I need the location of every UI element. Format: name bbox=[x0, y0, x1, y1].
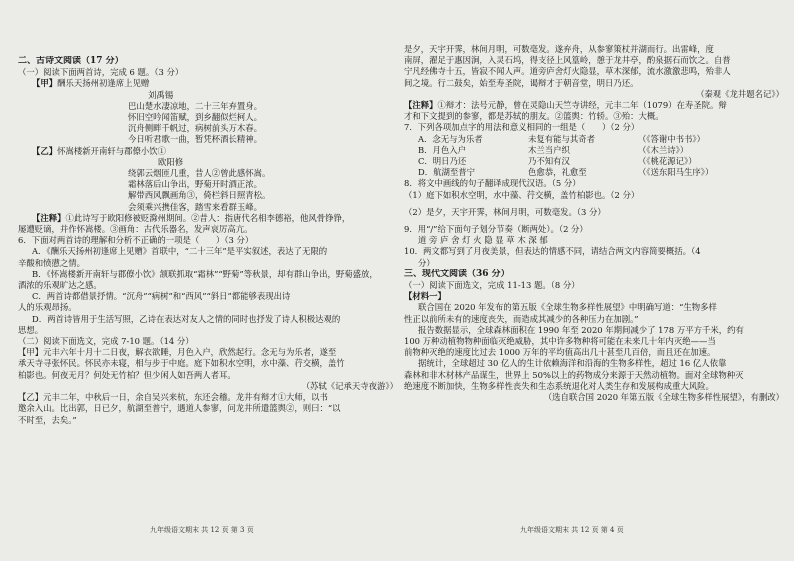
note-line: ①此诗写于欧阳修被贬滁州期间。②昔人：指唐代名相李德裕，他风骨铮铮， bbox=[65, 212, 351, 223]
note-label: 【注释】 bbox=[32, 212, 66, 223]
question-6: 6．下面对两首诗的理解和分析不正确的一项是（ ）（3 分） bbox=[18, 235, 254, 246]
q6-option: 辛酸和愤懑之情。 bbox=[18, 257, 85, 268]
q6-option: A．《酬乐天扬州初逢席上见赠》首联中，“二十三年”是平实叙述，表达了无限的 bbox=[32, 246, 328, 257]
poem-b-line: 解带西风飘画角③，倚栏斜日照青松。 bbox=[128, 190, 271, 201]
poem-a-title: 酬乐天扬州初逢席上见赠 bbox=[57, 78, 150, 89]
section-3-title: 三、现代文阅读（36 分） bbox=[404, 268, 510, 279]
poem-a-line: 今日听君歌一曲，暂凭杯酒长精神。 bbox=[128, 134, 262, 145]
text-b-cont-line: 间之境。行二鼓矣，始至寿圣院，谒辩才于朝音堂，明日乃还。 bbox=[404, 77, 639, 88]
material-line: 绝速度不断加快，生物多样性丧失和生态系统退化对人类生存和发展构成重大风险。 bbox=[404, 380, 714, 391]
q7-option: B．月色入户 木兰当户织 （《木兰诗》） bbox=[418, 144, 689, 155]
text-b-line: 邀余入山。比出郭，日已夕，航湖至普宁，遇道人参寥，问龙井所遣篮舆②，则曰：“以 bbox=[18, 403, 341, 414]
footer-right: 九年级语文期末 共 12 页 第 4 页 bbox=[520, 526, 624, 534]
q9-text: 道 旁 庐 舍 灯 火 隐 显 草 木 深 郁 bbox=[418, 235, 548, 246]
q6-option: 酒浓的乐观旷达之感。 bbox=[18, 280, 102, 291]
material-line: 森林和非木材林产品谋生，世界上 50%以上的药物成分来源于天然动植物。面对全球物种灭 bbox=[404, 369, 744, 380]
poem-a-head: 【甲】 bbox=[32, 78, 58, 89]
q7-option: C．明日乃还 乃不知有汉 （《桃花源记》） bbox=[418, 156, 697, 167]
poem-a-line: 沉舟侧畔千帆过，病树前头万木春。 bbox=[128, 123, 262, 134]
q6-option: 思想。 bbox=[18, 324, 44, 335]
q7-option: D．航湖至普宁 色愈恭，礼愈至 （《送东阳马生序》） bbox=[418, 167, 714, 178]
poem-a-line: 怀旧空吟闻笛赋，到乡翻似烂柯人。 bbox=[128, 112, 262, 123]
poem-b-head: 【乙】 bbox=[32, 145, 58, 156]
right-page bbox=[404, 0, 784, 561]
part1-intro: （一）阅读下面两首诗，完成 6 题。（3 分） bbox=[18, 67, 184, 78]
material-line: 据统计，全球超过 30 亿人的生计依赖海洋和沿海的生物多样性，超过 16 亿人依靠 bbox=[418, 358, 727, 369]
footer-left: 九年级语文期末 共 12 页 第 3 页 bbox=[150, 526, 254, 534]
text-b-line: 【乙】元丰二年，中秋后一日，余自吴兴来杭，东还会稽。龙井有辩才①大师，以书 bbox=[18, 392, 328, 403]
poem-b-author: 欧阳修 bbox=[158, 156, 184, 167]
poem-a-author: 刘禹锡 bbox=[148, 89, 174, 100]
q6-option: 人的乐观昂扬。 bbox=[18, 302, 77, 313]
q6-option: B．《怀嵩楼新开南轩与郡僚小饮》颔联抓取“霜林”“野菊”等秋景，却有群山争出，野菊盛放， bbox=[32, 268, 378, 279]
poem-b-line: 绕郭云烟匝几重，昔人②曾此感怀嵩。 bbox=[128, 168, 271, 179]
q6-option: C．两首诗都借景抒情。“沉舟”“病树”和“西风”“斜日”都能够表现出诗 bbox=[32, 291, 291, 302]
material-line: 性正以前所未有的速度丧失，而造成其减少的各种压力在加剧。” bbox=[404, 313, 639, 324]
note-line: 屡遭贬谪，并作怀嵩楼。③画角：古代乐器名，发声哀厉高亢。 bbox=[18, 224, 253, 235]
text-b-cont-line: 南屏，濯足于惠因涧，入灵石坞，得支径上风篁岭，憩于龙井亭，酌泉据石而饮之。自普 bbox=[404, 55, 731, 66]
material-line: 100 万种动植物物种面临灭绝威胁，其中许多物种将可能在未来几十年内灭绝——当 bbox=[404, 336, 716, 347]
question-10-cont: 分） bbox=[418, 257, 435, 268]
question-9: 9．用“/”给下面句子划分节奏（断两处）。（2 分） bbox=[404, 224, 588, 235]
material-line: 报告数据显示，全球森林面积在 1990 年至 2020 年期间减少了 178 万平方千米，约有 bbox=[418, 324, 744, 335]
material-1-source: （选自联合国 2020 年第五版《全球生物多样性展望》，有删改） bbox=[543, 392, 784, 403]
left-page bbox=[18, 0, 398, 561]
text-b-line: 不时至，去矣。” bbox=[18, 414, 77, 425]
note-label-right: 【注释】 bbox=[404, 100, 438, 111]
text-a-line: 【甲】元丰六年十月十二日夜，解衣欲睡，月色入户，欣然起行。念无与为乐者，遂至 bbox=[18, 347, 337, 358]
note-line-right: ①辩才：法号元静，曾在灵隐山天竺寺讲经，元丰二年（1079）在寿圣院。辩 bbox=[437, 100, 727, 111]
text-b-cont-line: 宁凡经佛寺十五，皆寂不闻人声。道旁庐舍灯火隐显，草木深郁，流水激激悲鸣，殆非人 bbox=[404, 66, 731, 77]
poem-b-title: 怀嵩楼新开南轩与郡僚小饮① bbox=[57, 145, 166, 156]
material-line: 前物种灭绝的速度比过去 1000 万年的平均值高出几十甚至几百倍，而且还在加速。 bbox=[404, 347, 716, 358]
material-1-label: 【材料一】 bbox=[404, 291, 446, 302]
text-b-cont-line: 是夕，天宇开霁，林间月明，可数毫发。遂弃舟，从参寥策杖并湖而行。出雷峰，度 bbox=[404, 44, 714, 54]
q8-part2: （2）是夕，天宇开霁，林间月明，可数毫发。（3 分） bbox=[404, 206, 606, 217]
question-7: 7．下列各项加点字的用法和意义相同的一组是（ ）（2 分） bbox=[404, 122, 640, 133]
q6-option: D．两首诗皆用于生活写照，乙诗在表达对友人之情的同时也抒发了诗人积极达观的 bbox=[32, 313, 341, 324]
material-line: 联合国在 2020 年发布的第五版《全球生物多样性展望》中明确写道：“生物多样 bbox=[418, 302, 717, 313]
text-a-line: 承天寺寻张怀民。怀民亦未寝，相与步于中庭。庭下如积水空明，水中藻、荇交横，盖竹 bbox=[18, 358, 345, 369]
q8-part1: （1）庭下如积水空明，水中藻、荇交横，盖竹柏影也。（2 分） bbox=[404, 189, 640, 200]
poem-a-line: 巴山楚水凄凉地，二十三年弃置身。 bbox=[128, 100, 262, 111]
part2-intro: （二）阅读下面选文，完成 7-10 题。（14 分） bbox=[18, 336, 194, 347]
text-a-source: （苏轼《记承天寺夜游》） bbox=[301, 380, 398, 391]
question-10: 10．两文都写到了月夜美景，但表达的情感不同，请结合两文内容简要概括。（4 bbox=[404, 246, 701, 257]
note-line-right: 才和下文提到的参寥，都是苏轼的朋友。②篮舆：竹轿。③殆：大概。 bbox=[404, 111, 664, 122]
poem-b-line: 会须乘兴携佳客，踏雪来看群玉峰。 bbox=[128, 201, 262, 212]
question-8: 8．将文中画线的句子翻译成现代汉语。（5 分） bbox=[404, 178, 581, 189]
poem-b-line: 霜林落后山争出，野菊开时酒正浓。 bbox=[128, 179, 262, 190]
part3-intro: （一）阅读下面选文，完成 11-13 题。（8 分） bbox=[404, 280, 580, 291]
section-title: 二、古诗文阅读（17 分） bbox=[18, 56, 124, 66]
text-b-source: （秦观《龙井题名记》） bbox=[696, 88, 784, 99]
q7-option: A．念无与为乐者 未复有能与其奇者 （《答谢中书书》） bbox=[418, 133, 705, 144]
text-a-line: 柏影也。何夜无月？何处无竹柏？但少闲人如吾两人者耳。 bbox=[18, 369, 236, 380]
